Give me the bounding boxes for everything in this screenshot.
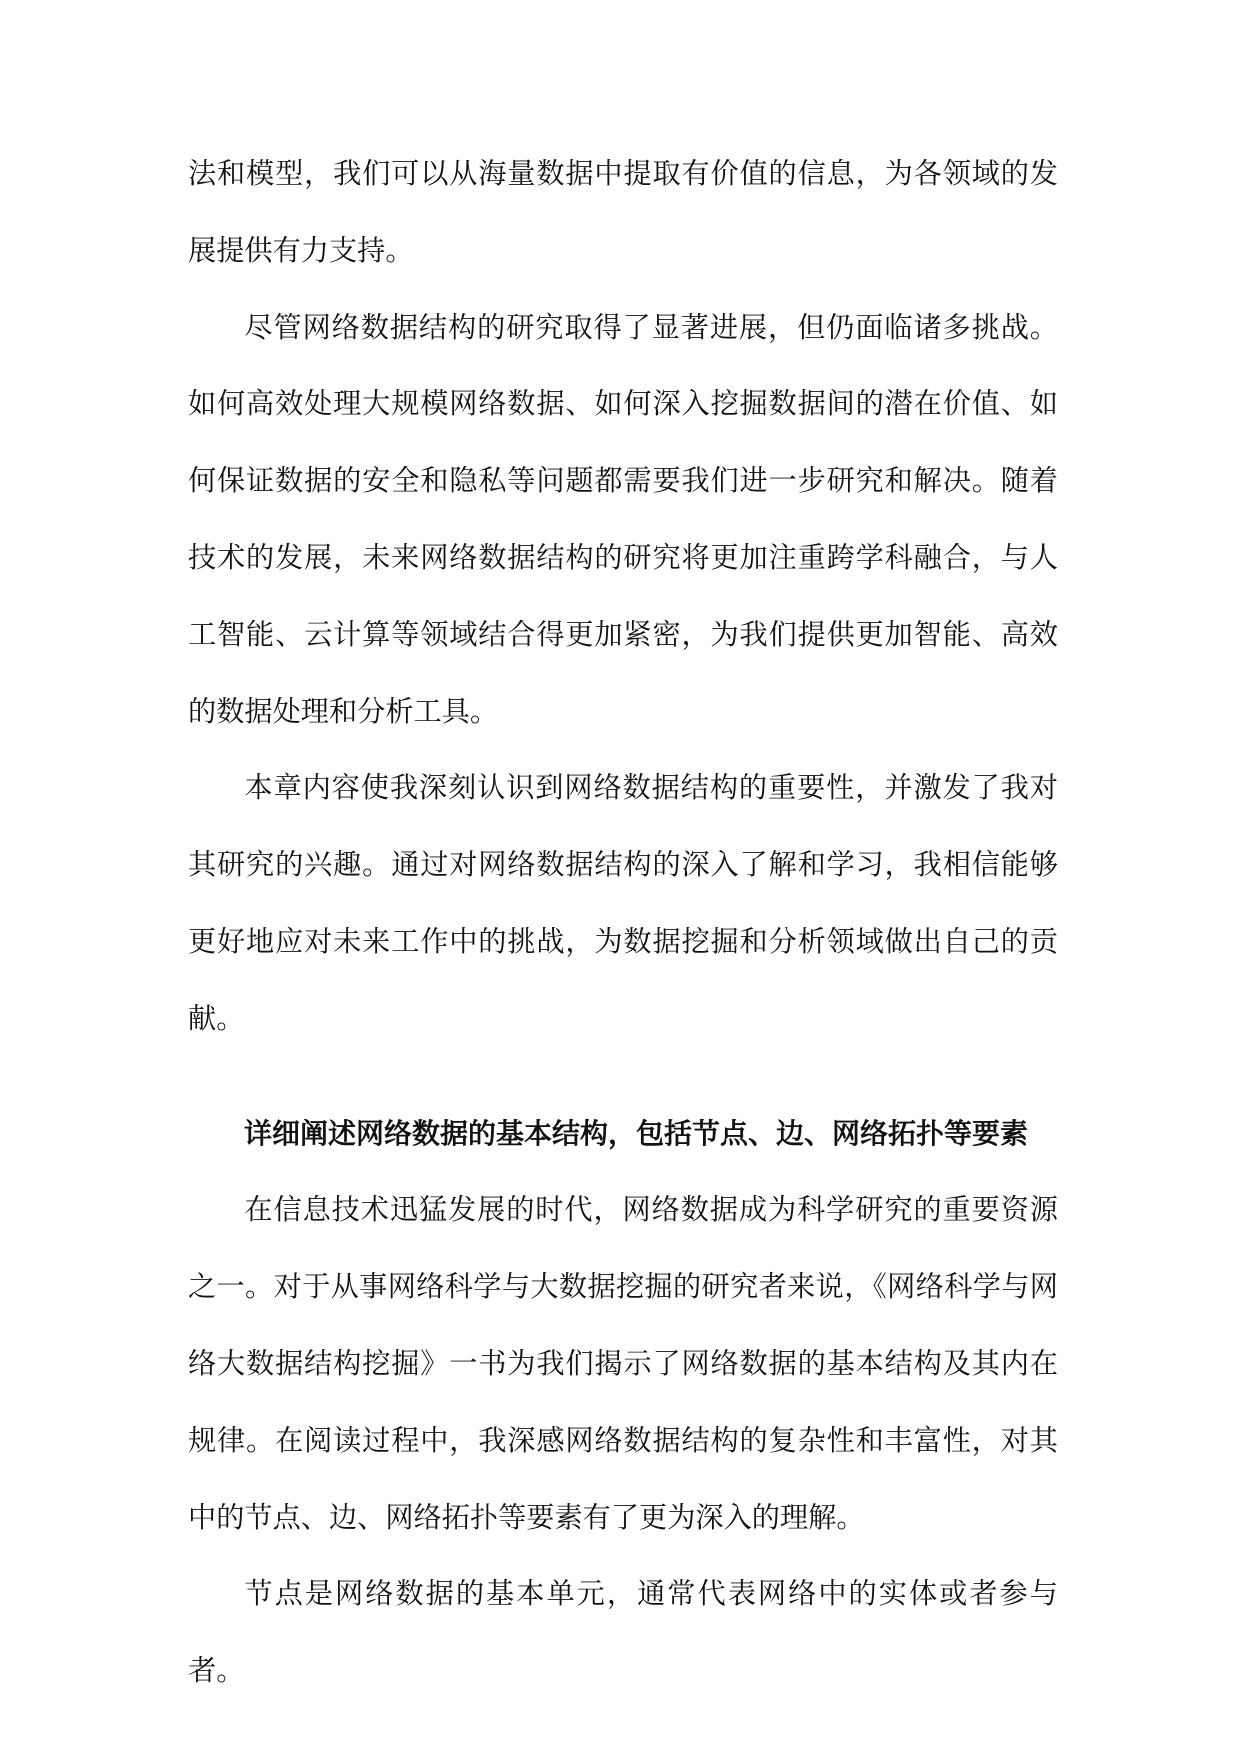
paragraph-reflection: 本章内容使我深刻认识到网络数据结构的重要性，并激发了我对其研究的兴趣。通过对网络数据结构的深入了解和学习，我相信能够更好地应对未来工作中的挑战，为数据挖掘和分析领域做出自己的贡献。 (188, 771, 1058, 1035)
section-heading: 详细阐述网络数据的基本结构，包括节点、边、网络拓扑等要素 (244, 1116, 1029, 1150)
paragraph-nodes: 节点是网络数据的基本单元，通常代表网络中的实体或者参与者。 (188, 1577, 1058, 1688)
document-body (188, 136, 1058, 1710)
paragraph-introduction: 在信息技术迅猛发展的时代，网络数据成为科学研究的重要资源之一。对于从事网络科学与大数据挖掘的研究者来说，《网络科学与网络大数据结构挖掘》一书为我们揭示了网络数据的基本结构及其内在规律。在阅读过程中，我深感网络数据结构的复杂性和丰富性，对其中的节点、边、网络拓扑等要素有了更为深入的理解。 (188, 1193, 1058, 1534)
paragraph-continuation: 法和模型，我们可以从海量数据中提取有价值的信息，为各领域的发展提供有力支持。 (188, 157, 1058, 267)
paragraph-challenges: 尽管网络数据结构的研究取得了显著进展，但仍面临诸多挑战。如何高效处理大规模网络数据、如何深入挖掘数据间的潜在价值、如何保证数据的安全和隐私等问题都需要我们进一步研究和解决。随着技术的发展，未来网络数据结构的研究将更加注重跨学科融合，与人工智能、云计算等领域结合得更加紧密，为我们提供更加智能、高效的数据处理和分析工具。 (188, 310, 1058, 728)
